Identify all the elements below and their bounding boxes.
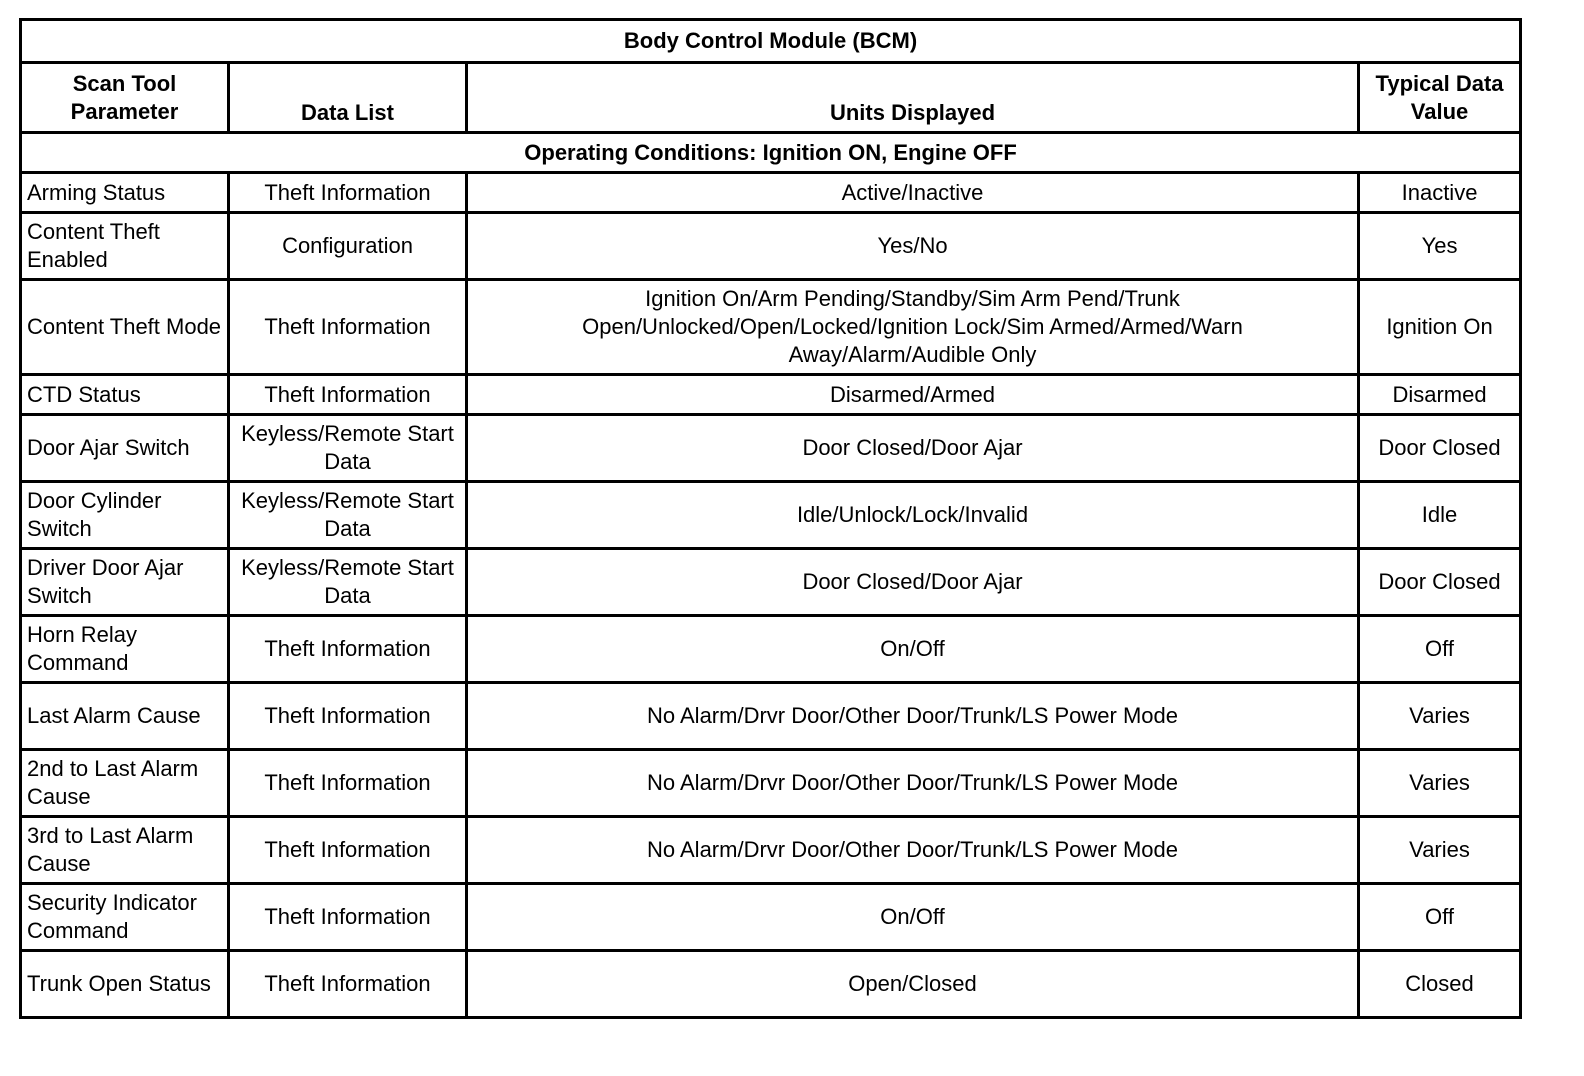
cell-typical: Varies (1359, 683, 1521, 750)
cell-units: Ignition On/Arm Pending/Standby/Sim Arm Pend/Trunk Open/Unlocked/Open/Locked/Ignition Lock/Sim Armed/Armed/Warn Away/Alarm/Audible Only (467, 280, 1359, 375)
cell-param: Content Theft Enabled (21, 213, 229, 280)
cell-param: Driver Door Ajar Switch (21, 549, 229, 616)
cell-units: Door Closed/Door Ajar (467, 415, 1359, 482)
cell-data-list: Keyless/Remote Start Data (229, 549, 467, 616)
cell-param: Arming Status (21, 173, 229, 213)
table-row (21, 173, 1521, 213)
header-data-list: Data List (229, 63, 467, 133)
cell-typical: Idle (1359, 482, 1521, 549)
cell-data-list: Theft Information (229, 616, 467, 683)
table-row (21, 951, 1521, 1018)
cell-data-list: Theft Information (229, 884, 467, 951)
table-row (21, 213, 1521, 280)
operating-conditions: Operating Conditions: Ignition ON, Engine OFF (21, 133, 1521, 173)
cell-typical: Ignition On (1359, 280, 1521, 375)
cell-data-list: Theft Information (229, 173, 467, 213)
table-row (21, 683, 1521, 750)
cell-typical: Closed (1359, 951, 1521, 1018)
table-row (21, 415, 1521, 482)
table-row (21, 750, 1521, 817)
cell-typical: Inactive (1359, 173, 1521, 213)
cell-units: Idle/Unlock/Lock/Invalid (467, 482, 1359, 549)
cell-param: Security Indicator Command (21, 884, 229, 951)
cell-param: Content Theft Mode (21, 280, 229, 375)
cell-data-list: Theft Information (229, 683, 467, 750)
header-scan-tool-parameter: Scan Tool Parameter (21, 63, 229, 133)
table-title: Body Control Module (BCM) (21, 20, 1521, 63)
cell-typical: Door Closed (1359, 549, 1521, 616)
cell-units: Yes/No (467, 213, 1359, 280)
cell-param: 3rd to Last Alarm Cause (21, 817, 229, 884)
cell-data-list: Keyless/Remote Start Data (229, 415, 467, 482)
table-row (21, 549, 1521, 616)
table-row (21, 616, 1521, 683)
cell-units: Open/Closed (467, 951, 1359, 1018)
table-row (21, 884, 1521, 951)
cell-units: Disarmed/Armed (467, 375, 1359, 415)
cell-units: Door Closed/Door Ajar (467, 549, 1359, 616)
cell-typical: Yes (1359, 213, 1521, 280)
cell-data-list: Keyless/Remote Start Data (229, 482, 467, 549)
cell-typical: Off (1359, 884, 1521, 951)
cell-units: On/Off (467, 616, 1359, 683)
table-row (21, 482, 1521, 549)
cell-units: No Alarm/Drvr Door/Other Door/Trunk/LS Power Mode (467, 817, 1359, 884)
table-row (21, 280, 1521, 375)
cell-data-list: Theft Information (229, 375, 467, 415)
cell-param: Last Alarm Cause (21, 683, 229, 750)
cell-units: No Alarm/Drvr Door/Other Door/Trunk/LS Power Mode (467, 750, 1359, 817)
cell-typical: Door Closed (1359, 415, 1521, 482)
cell-units: On/Off (467, 884, 1359, 951)
cell-data-list: Theft Information (229, 951, 467, 1018)
table-row (21, 817, 1521, 884)
cell-param: Horn Relay Command (21, 616, 229, 683)
header-typical-data-value: Typical Data Value (1359, 63, 1521, 133)
cell-units: Active/Inactive (467, 173, 1359, 213)
cell-typical: Disarmed (1359, 375, 1521, 415)
cell-param: 2nd to Last Alarm Cause (21, 750, 229, 817)
cell-param: CTD Status (21, 375, 229, 415)
cell-typical: Varies (1359, 750, 1521, 817)
cell-units: No Alarm/Drvr Door/Other Door/Trunk/LS Power Mode (467, 683, 1359, 750)
cell-param: Trunk Open Status (21, 951, 229, 1018)
cell-param: Door Cylinder Switch (21, 482, 229, 549)
table-row (21, 375, 1521, 415)
cell-data-list: Theft Information (229, 817, 467, 884)
cell-data-list: Theft Information (229, 750, 467, 817)
cell-param: Door Ajar Switch (21, 415, 229, 482)
cell-data-list: Configuration (229, 213, 467, 280)
cell-typical: Off (1359, 616, 1521, 683)
bcm-data-table (19, 18, 1522, 1019)
cell-data-list: Theft Information (229, 280, 467, 375)
cell-typical: Varies (1359, 817, 1521, 884)
header-units-displayed: Units Displayed (467, 63, 1359, 133)
